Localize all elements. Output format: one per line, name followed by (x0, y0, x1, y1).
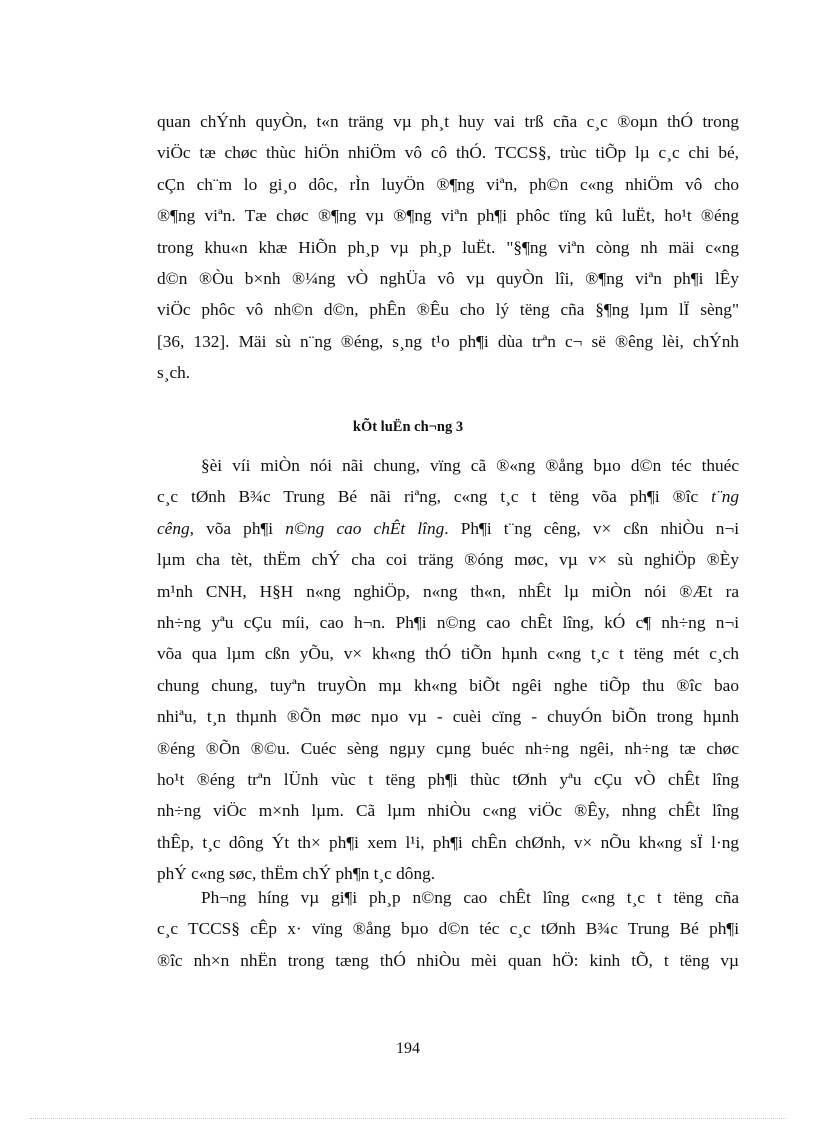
text-run: c¸c tØnh B¾c Trung Bé nãi riªng, c«ng t¸c t tëng võa ph¶i ®îc (157, 487, 699, 507)
italic-phrase: t¨ng (711, 487, 739, 507)
paragraph-2 (157, 450, 739, 890)
page-bottom-divider (30, 1118, 786, 1119)
page-number: 194 (396, 1040, 420, 1057)
text-line: nh÷ng yªu cÇu míi, cao h¬n. Ph¶i n©ng cao chÊt lîng, kÓ c¶ nh÷ng n¬i (157, 613, 739, 633)
text-run: , võa ph¶i (189, 518, 274, 538)
text-line: s¸ch. (157, 363, 191, 383)
text-line: viÖc tæ chøc thùc hiÖn nhiÖm vô cô thÓ. TCCS§, trùc tiÕp lµ c¸c chi bé, (157, 143, 739, 163)
text-line: d©n ®Òu b×nh ®¼ng vÒ nghÜa vô vµ quyÒn lîi, ®¶ng viªn ph¶i lÊy (157, 269, 739, 289)
text-line: phÝ c«ng søc, thËm chÝ ph¶n t¸c dông. (157, 864, 436, 884)
text-line (157, 513, 739, 544)
text-line: thÊp, t¸c dông Ýt th× ph¶i xem l¹i, ph¶i chÊn chØnh, v× nÕu kh«ng sÏ l·ng (157, 832, 739, 852)
text-line: ®éng ®Õn ®©u. Cuéc sèng ngµy cµng buéc nh÷ng ngêi, nh÷ng tæ chøc (157, 738, 739, 758)
text-line: ho¹t ®éng trªn lÜnh vùc t tëng ph¶i thùc tØnh yªu cÇu vÒ chÊt lîng (157, 770, 739, 790)
text-line: cÇn ch¨m lo gi¸o dôc, rÌn luyÖn ®¶ng viªn, ph©n c«ng nhiÖm vô cho (157, 174, 739, 194)
paragraph-1 (157, 106, 739, 389)
text-line: nhiªu, t¸n thµnh ®Õn møc nµo vµ - cuèi cïng - chuyÓn biÕn trong hµnh (157, 707, 739, 727)
section-heading: kÕt luËn ch¬ng 3 (352, 419, 464, 435)
text-line: §èi víi miÒn nói nãi chung, vïng cã ®«ng ®ång bµo d©n téc thuéc (201, 456, 739, 475)
italic-phrase: n©ng cao chÊt lîng (285, 518, 445, 538)
text-line: quan chÝnh quyÒn, t«n träng vµ ph¸t huy vai trß cña c¸c ®oµn thÓ trong (157, 112, 739, 131)
text-line: viÖc phôc vô nh©n d©n, phÊn ®Êu cho lý tëng cña §¶ng lµm lÏ sèng" (157, 300, 739, 320)
text-line: võa qua lµm cßn yÕu, v× kh«ng thÓ tiÕn hµnh c«ng t¸c t tëng mét c¸ch (157, 644, 739, 664)
text-run: . Ph¶i t¨ng cêng, v× cßn nhiÒu n¬i (444, 518, 739, 538)
text-line: lµm cha tèt, thËm chÝ cha coi träng ®óng møc, vµ v× sù nghiÖp ®Èy (157, 550, 739, 570)
text-line: nh÷ng viÖc m×nh lµm. Cã lµm nhiÒu c«ng viÖc ®Êy, nhng chÊt lîng (157, 801, 739, 821)
text-line: trong khu«n khæ HiÕn ph¸p vµ ph¸p luËt. "§¶ng viªn còng nh mäi c«ng (157, 237, 739, 257)
text-line: ®îc nh×n nhËn trong tæng thÓ nhiÒu mèi quan hÖ: kinh tÕ, t tëng vµ (157, 950, 739, 970)
text-line: Ph¬ng híng vµ gi¶i ph¸p n©ng cao chÊt lîng c«ng t¸c t tëng cña (201, 888, 739, 907)
text-line: m¹nh CNH, H§H n«ng nghiÖp, n«ng th«n, nhÊt lµ miÒn nói ®Æt ra (157, 581, 739, 601)
text-line: c¸c TCCS§ cÊp x· vïng ®ång bµo d©n téc c¸c tØnh B¾c Trung Bé ph¶i (157, 919, 739, 939)
italic-phrase: cêng (157, 518, 190, 538)
text-line (157, 481, 739, 512)
text-line: ®¶ng viªn. Tæ chøc ®¶ng vµ ®¶ng viªn ph¶i phôc tïng kû luËt, ho¹t ®éng (157, 206, 739, 226)
paragraph-3 (157, 882, 739, 976)
text-line: [36, 132]. Mäi sù n¨ng ®éng, s¸ng t¹o ph¶i dùa trªn c¬ së ®êng lèi, chÝnh (157, 331, 739, 351)
text-line: chung chung, tuyªn truyÒn mµ kh«ng biÕt ngêi nghe tiÕp thu ®îc bao (157, 675, 739, 695)
